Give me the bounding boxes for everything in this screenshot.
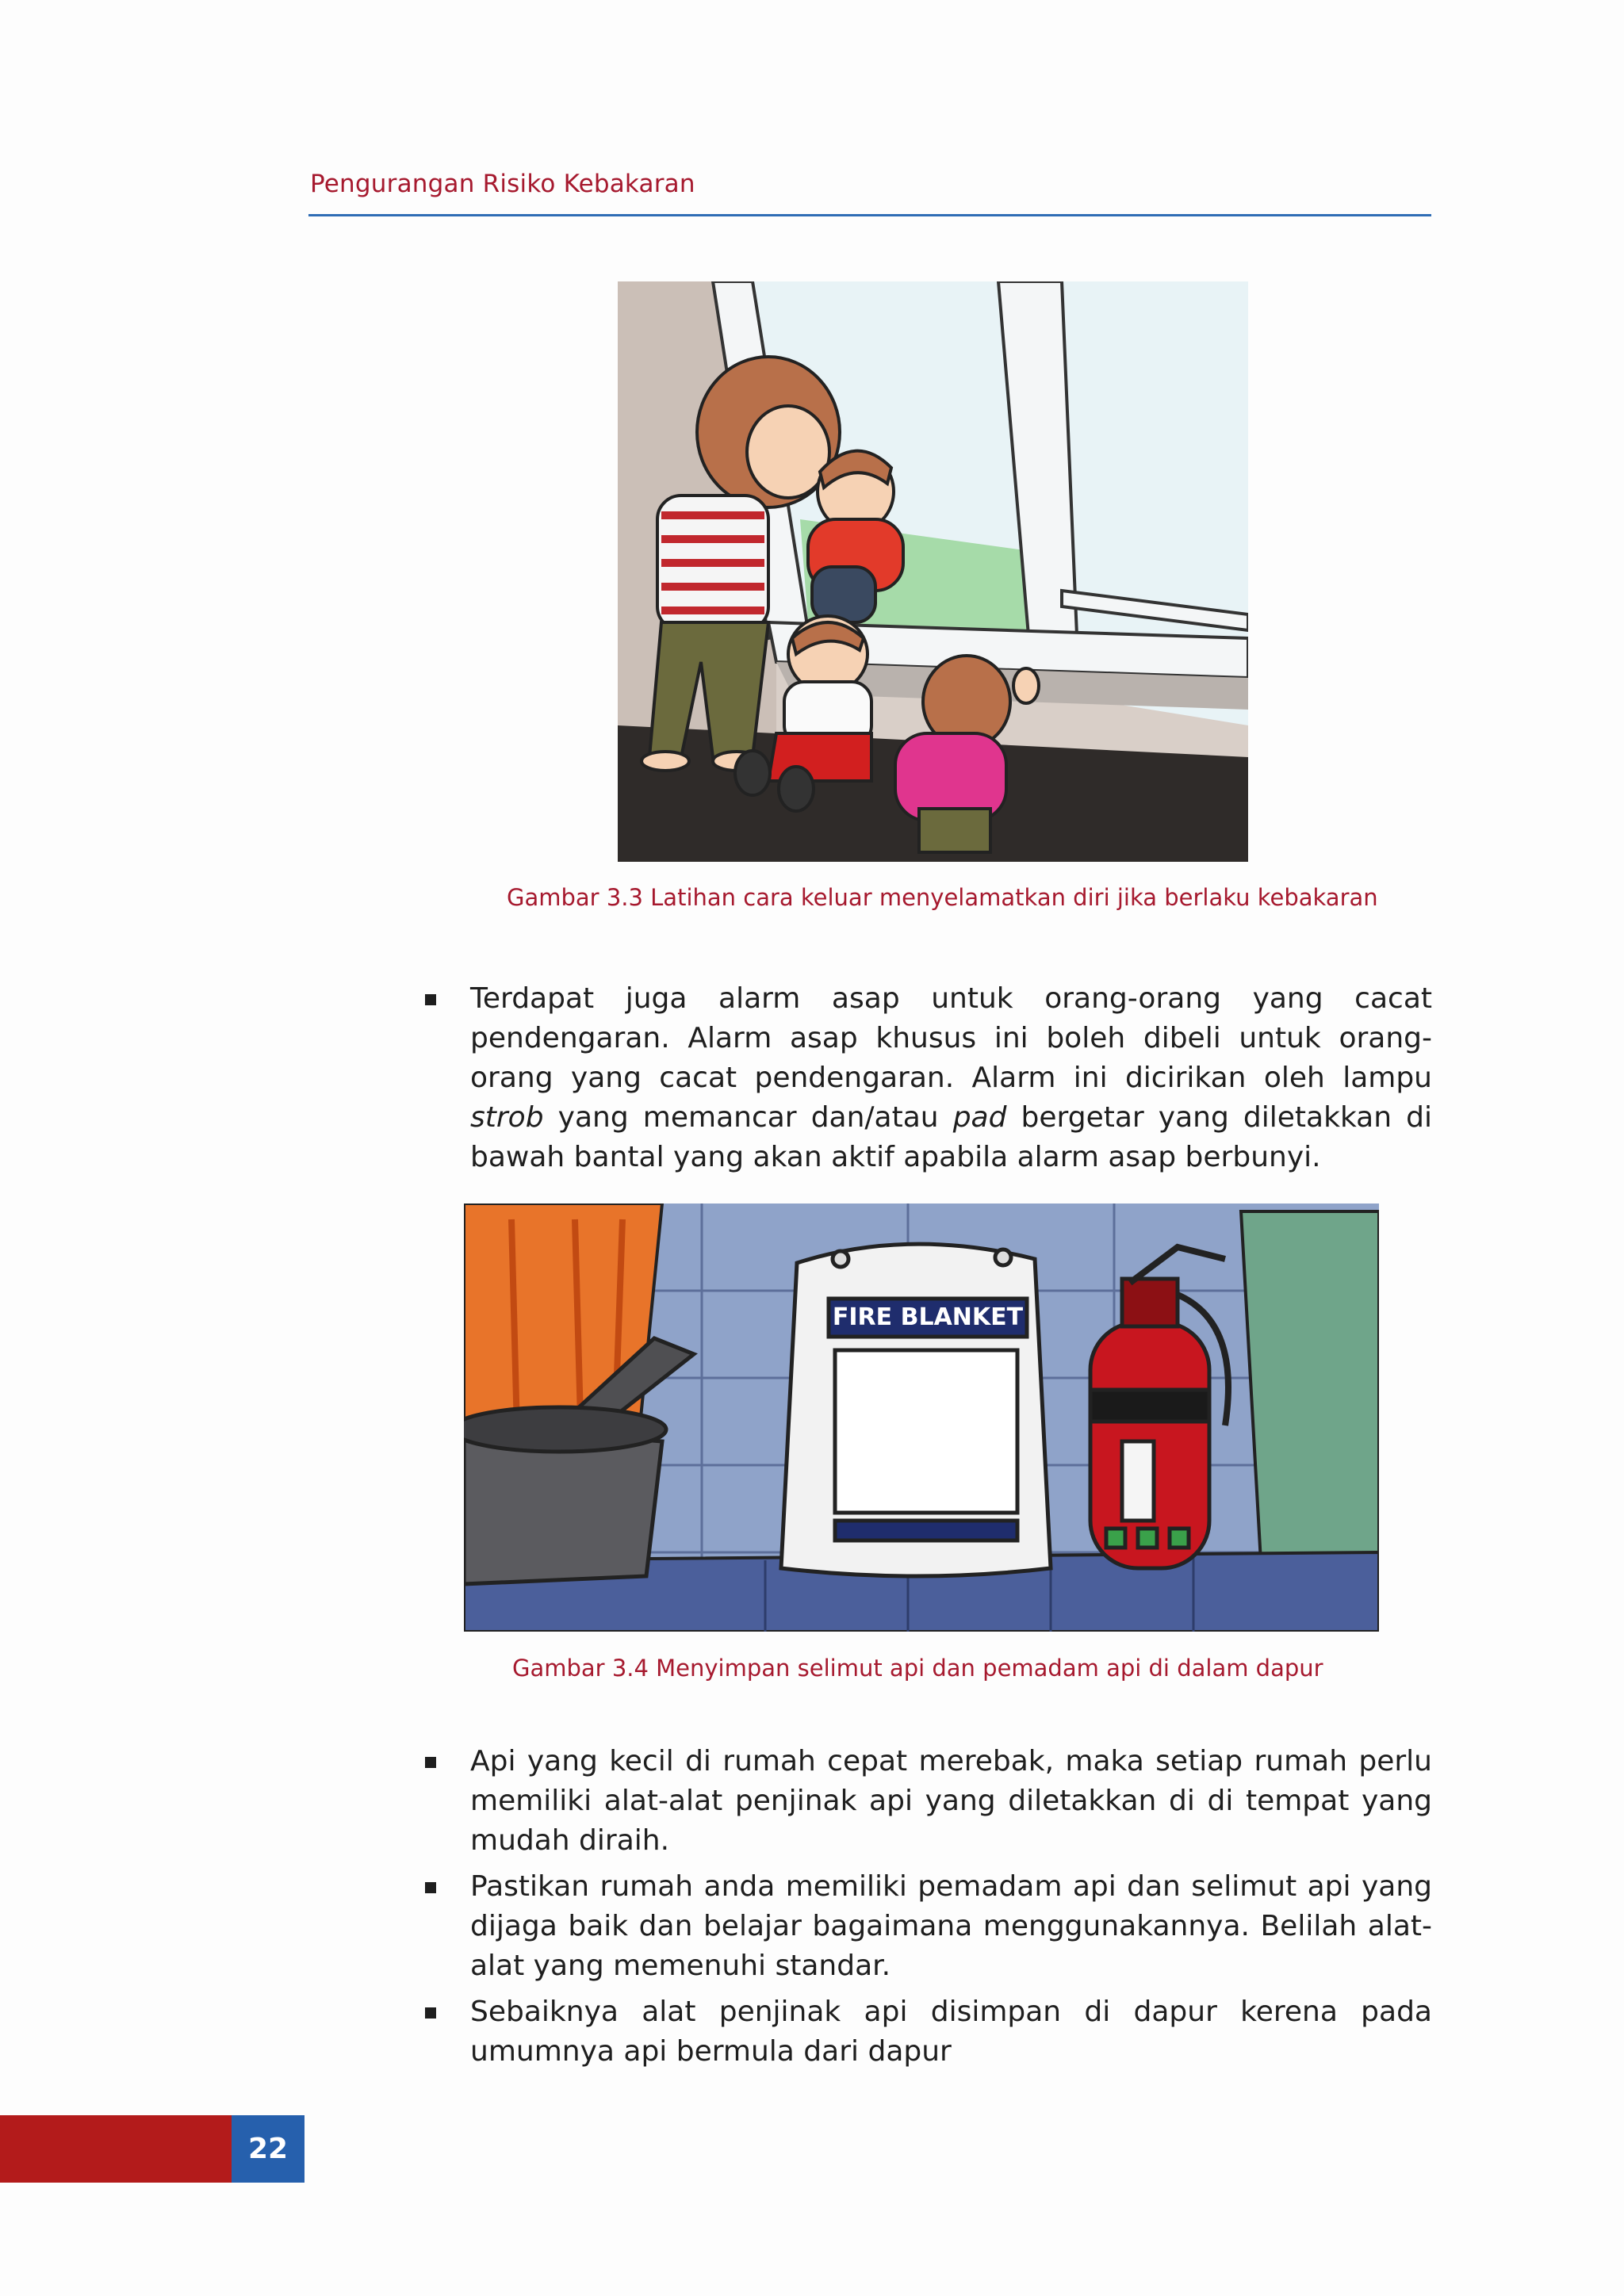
square-bullet-icon	[425, 2007, 436, 2019]
list-item	[420, 1867, 1432, 1986]
list-item	[420, 1742, 1432, 1861]
bullet-text: Api yang kecil di rumah cepat merebak, maka setiap rumah perlu memiliki alat-alat penjinak api yang diletakkan di di tempat yang mudah diraih.	[470, 1745, 1432, 1857]
emphasis-text: pad	[952, 1101, 1007, 1134]
figure-caption: Gambar 3.3 Latihan cara keluar menyelamatkan diri jika berlaku kebakaran	[507, 884, 1378, 911]
bullet-text: yang memancar dan/atau	[543, 1101, 953, 1134]
emphasis-text: strob	[470, 1101, 544, 1134]
footer-red-bar	[0, 2115, 232, 2183]
square-bullet-icon	[425, 1882, 436, 1893]
bullet-text: bergetar yang diletakkan di bawah bantal yang akan aktif apabila alarm asap berbunyi.	[470, 1101, 1432, 1173]
figure-3-3-illustration	[618, 281, 1248, 862]
page-number: 22	[232, 2115, 304, 2183]
evacuation-drill-illustration	[618, 281, 1248, 862]
kitchen-fire-safety-illustration	[464, 1203, 1379, 1632]
bullet-text: Pastikan rumah anda memiliki pemadam api dan selimut api yang dijaga baik dan belajar bagaimana menggunakannya. Belilah alat-alat yang memenuhi standar.	[470, 1870, 1432, 1982]
list-item	[420, 979, 1432, 1177]
square-bullet-icon	[425, 994, 436, 1005]
bullet-text: Sebaiknya alat penjinak api disimpan di dapur kerena pada umumnya api bermula dari dapur	[470, 1996, 1432, 2068]
list-item	[420, 1992, 1432, 2072]
bullet-text: Terdapat juga alarm asap untuk orang-orang yang cacat pendengaran. Alarm asap khusus ini boleh dibeli untuk orang-orang yang cacat pendengaran. Alarm ini dicirikan oleh lampu	[470, 982, 1432, 1094]
running-header: Pengurangan Risiko Kebakaran	[310, 170, 695, 198]
bullet-list	[420, 1742, 1432, 2078]
fire-blanket-label: FIRE BLANKET	[832, 1303, 1024, 1331]
header-rule	[308, 214, 1431, 216]
bullet-list	[420, 979, 1432, 1184]
figure-3-4-illustration	[464, 1203, 1379, 1632]
figure-caption: Gambar 3.4 Menyimpan selimut api dan pemadam api di dalam dapur	[512, 1655, 1323, 1682]
square-bullet-icon	[425, 1757, 436, 1768]
